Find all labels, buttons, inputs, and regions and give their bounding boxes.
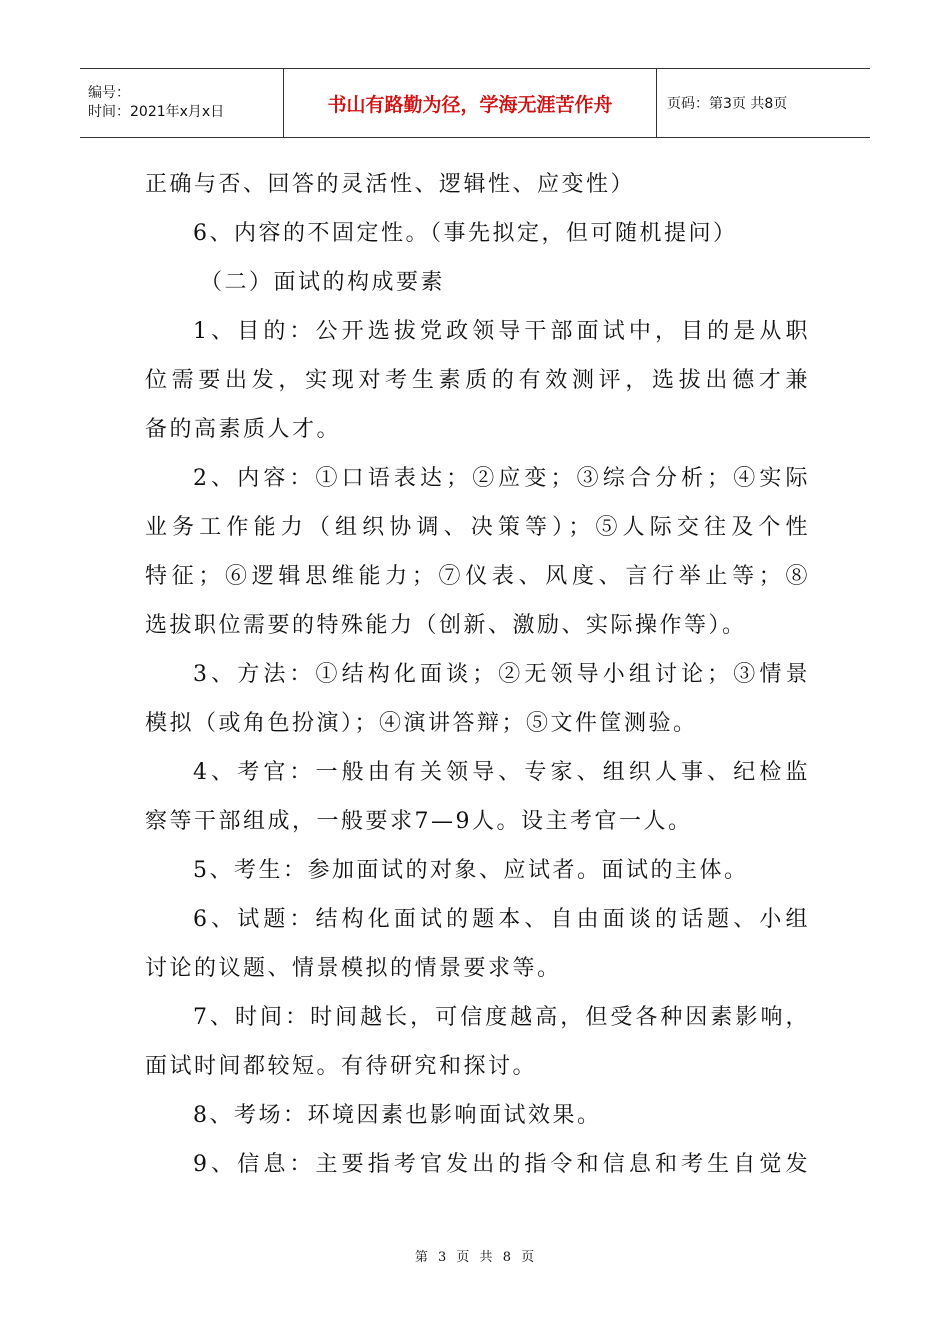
text-line: 8、考场：环境因素也影响面试效果。 (193, 1103, 602, 1128)
header-meta (80, 69, 284, 137)
page-footer: 第 3 页 共 8 页 (414, 1250, 536, 1265)
text-line: 5、考生：参加面试的对象、应试者。面试的主体。 (193, 858, 749, 883)
text-line: 3、方法：①结构化面谈；②无领导小组讨论；③情景 (193, 662, 810, 687)
text-line: 察等干部组成，一般要求7—9人。设主考官一人。 (145, 809, 693, 834)
page-header (80, 68, 870, 138)
text-line: 模拟（或角色扮演）；④演讲答辩；⑤文件筐测验。 (145, 711, 698, 736)
text-line: 讨论的议题、情景模拟的情景要求等。 (145, 956, 562, 981)
text-line: 2、内容：①口语表达；②应变；③综合分析；④实际 (193, 466, 810, 491)
number-label: 编号： (88, 85, 130, 101)
text-line: 业务工作能力（组织协调、决策等）；⑤人际交往及个性 (145, 515, 810, 540)
text-line: 4、考官：一般由有关领导、专家、组织人事、纪检监 (193, 760, 810, 785)
text-line: 面试时间都较短。有待研究和探讨。 (145, 1054, 538, 1079)
header-motto (284, 69, 657, 137)
time-label: 时间：2021年x月x日 (88, 104, 225, 120)
text-line: 1、目的：公开选拔党政领导干部面试中，目的是从职 (193, 319, 810, 344)
text-line: 选拔职位需要的特殊能力（创新、激励、实际操作等）。 (145, 613, 747, 638)
text-line: 7、时间：时间越长，可信度越高，但受各种因素影响， (193, 1005, 810, 1030)
document-body (145, 160, 810, 1189)
text-line: 特征；⑥逻辑思维能力；⑦仪表、风度、言行举止等；⑧ (145, 564, 810, 589)
section-heading: （二）面试的构成要素 (200, 270, 446, 295)
text-line: 备的高素质人才。 (145, 417, 342, 442)
text-line: 正确与否、回答的灵活性、逻辑性、应变性） (145, 172, 636, 197)
motto-text: 书山有路勤为径，学海无涯苦作舟 (327, 93, 613, 116)
text-line: 位需要出发，实现对考生素质的有效测评，选拔出德才兼 (145, 368, 810, 393)
text-line: 9、信息：主要指考官发出的指令和信息和考生自觉发 (193, 1152, 810, 1177)
header-page-info (657, 69, 870, 137)
text-line: 6、内容的不固定性。（事先拟定，但可随机提问） (193, 221, 738, 246)
page-info-text: 页码：第3页 共8页 (667, 96, 788, 112)
text-line: 6、试题：结构化面试的题本、自由面谈的话题、小组 (193, 907, 810, 932)
